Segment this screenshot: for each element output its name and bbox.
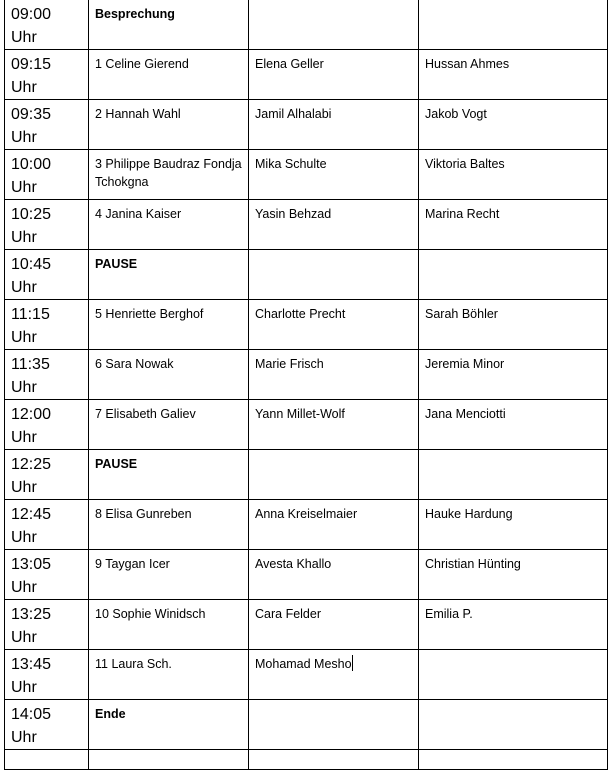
time-label: 11:35 Uhr bbox=[11, 356, 50, 396]
slot-cell-2[interactable] bbox=[249, 200, 419, 250]
name-label: Jeremia Minor bbox=[425, 357, 505, 371]
name-label: Sarah Böhler bbox=[425, 307, 498, 321]
name-label: Hauke Hardung bbox=[425, 507, 513, 521]
time-cell[interactable] bbox=[5, 650, 89, 700]
name-label: Yann Millet-Wolf bbox=[255, 407, 345, 421]
entry-label: Besprechung bbox=[95, 7, 175, 21]
time-label: 10:00 Uhr bbox=[11, 156, 52, 196]
slot-cell-1[interactable] bbox=[89, 400, 249, 450]
time-label: 14:05 Uhr bbox=[11, 706, 52, 746]
time-label: 10:25 Uhr bbox=[11, 206, 52, 246]
slot-cell-1[interactable] bbox=[89, 600, 249, 650]
slot-cell-2[interactable] bbox=[249, 400, 419, 450]
table-row bbox=[5, 600, 608, 650]
slot-cell-2[interactable] bbox=[249, 750, 419, 770]
slot-cell-3[interactable] bbox=[419, 450, 608, 500]
slot-cell-3[interactable] bbox=[419, 100, 608, 150]
slot-cell-3[interactable] bbox=[419, 200, 608, 250]
time-label: 13:45 Uhr bbox=[11, 656, 52, 696]
slot-cell-3[interactable] bbox=[419, 300, 608, 350]
slot-cell-2[interactable] bbox=[249, 350, 419, 400]
text-cursor bbox=[352, 655, 353, 671]
slot-cell-1[interactable] bbox=[89, 50, 249, 100]
name-label: Charlotte Precht bbox=[255, 307, 346, 321]
time-cell[interactable] bbox=[5, 700, 89, 750]
name-label: Jana Menciotti bbox=[425, 407, 506, 421]
time-label: 12:45 Uhr bbox=[11, 506, 52, 546]
slot-cell-1[interactable] bbox=[89, 650, 249, 700]
entry-label: 10 Sophie Winidsch bbox=[95, 607, 206, 621]
slot-cell-3[interactable] bbox=[419, 400, 608, 450]
schedule-table bbox=[4, 0, 608, 770]
slot-cell-2[interactable] bbox=[249, 100, 419, 150]
slot-cell-3[interactable] bbox=[419, 150, 608, 200]
slot-cell-1[interactable] bbox=[89, 200, 249, 250]
time-label: 13:25 Uhr bbox=[11, 606, 52, 646]
slot-cell-3[interactable] bbox=[419, 250, 608, 300]
slot-cell-2[interactable] bbox=[249, 500, 419, 550]
time-cell[interactable] bbox=[5, 250, 89, 300]
entry-label: 9 Taygan Icer bbox=[95, 557, 170, 571]
name-label: Emilia P. bbox=[425, 607, 473, 621]
slot-cell-1[interactable] bbox=[89, 350, 249, 400]
time-cell[interactable] bbox=[5, 600, 89, 650]
time-cell[interactable] bbox=[5, 500, 89, 550]
table-row bbox=[5, 700, 608, 750]
time-cell[interactable] bbox=[5, 300, 89, 350]
table-row bbox=[5, 300, 608, 350]
time-cell[interactable] bbox=[5, 100, 89, 150]
time-label: 10:45 Uhr bbox=[11, 256, 52, 296]
slot-cell-2[interactable] bbox=[249, 250, 419, 300]
entry-label: PAUSE bbox=[95, 257, 138, 271]
slot-cell-2[interactable] bbox=[249, 0, 419, 50]
time-label: 09:00 Uhr bbox=[11, 6, 52, 46]
name-label: Avesta Khallo bbox=[255, 557, 332, 571]
table-row bbox=[5, 100, 608, 150]
entry-label: 11 Laura Sch. bbox=[95, 657, 172, 671]
slot-cell-1[interactable] bbox=[89, 300, 249, 350]
slot-cell-2[interactable] bbox=[249, 50, 419, 100]
entry-label: 1 Celine Gierend bbox=[95, 57, 189, 71]
slot-cell-1[interactable] bbox=[89, 0, 249, 50]
time-label: 11:15 Uhr bbox=[11, 306, 50, 346]
name-label: Anna Kreiselmaier bbox=[255, 507, 358, 521]
name-label: Christian Hünting bbox=[425, 557, 521, 571]
entry-label: 7 Elisabeth Galiev bbox=[95, 407, 196, 421]
name-label: Jamil Alhalabi bbox=[255, 107, 332, 121]
time-label: 09:35 Uhr bbox=[11, 106, 52, 146]
slot-cell-1[interactable] bbox=[89, 150, 249, 200]
table-row bbox=[5, 0, 608, 50]
slot-cell-2[interactable] bbox=[249, 700, 419, 750]
time-label bbox=[5, 750, 55, 753]
table-row bbox=[5, 750, 608, 770]
name-label: Viktoria Baltes bbox=[425, 157, 505, 171]
entry-label: 6 Sara Nowak bbox=[95, 357, 174, 371]
entry-label: 4 Janina Kaiser bbox=[95, 207, 182, 221]
name-label: Marie Frisch bbox=[255, 357, 324, 371]
name-label: Mika Schulte bbox=[255, 157, 327, 171]
slot-cell-3[interactable] bbox=[419, 50, 608, 100]
table-row bbox=[5, 550, 608, 600]
time-label: 12:25 Uhr bbox=[11, 456, 52, 496]
slot-cell-3[interactable] bbox=[419, 350, 608, 400]
time-cell[interactable] bbox=[5, 0, 89, 50]
name-label: Mohamad Mesho bbox=[255, 657, 352, 671]
slot-cell-3[interactable] bbox=[419, 650, 608, 700]
entry-label: 5 Henriette Berghof bbox=[95, 307, 204, 321]
time-label: 12:00 Uhr bbox=[11, 406, 52, 446]
entry-label: 2 Hannah Wahl bbox=[95, 107, 181, 121]
slot-cell-1[interactable] bbox=[89, 100, 249, 150]
entry-label: Ende bbox=[95, 707, 126, 721]
slot-cell-1[interactable] bbox=[89, 750, 249, 770]
slot-cell-2[interactable] bbox=[249, 650, 419, 700]
slot-cell-1[interactable] bbox=[89, 250, 249, 300]
name-label: Hussan Ahmes bbox=[425, 57, 510, 71]
name-label: Elena Geller bbox=[255, 57, 324, 71]
table-row bbox=[5, 250, 608, 300]
schedule-body bbox=[5, 0, 608, 770]
slot-cell-2[interactable] bbox=[249, 150, 419, 200]
slot-cell-3[interactable] bbox=[419, 500, 608, 550]
time-cell[interactable] bbox=[5, 750, 89, 770]
slot-cell-3[interactable] bbox=[419, 0, 608, 50]
slot-cell-1[interactable] bbox=[89, 700, 249, 750]
slot-cell-3[interactable] bbox=[419, 700, 608, 750]
table-row bbox=[5, 200, 608, 250]
slot-cell-1[interactable] bbox=[89, 500, 249, 550]
slot-cell-3[interactable] bbox=[419, 600, 608, 650]
slot-cell-2[interactable] bbox=[249, 450, 419, 500]
table-row bbox=[5, 500, 608, 550]
time-cell[interactable] bbox=[5, 450, 89, 500]
slot-cell-3[interactable] bbox=[419, 550, 608, 600]
name-label: Cara Felder bbox=[255, 607, 321, 621]
name-label: Jakob Vogt bbox=[425, 107, 487, 121]
table-row bbox=[5, 450, 608, 500]
entry-label: 8 Elisa Gunreben bbox=[95, 507, 192, 521]
entry-label: 3 Philippe Baudraz Fondja Tchokgna bbox=[95, 157, 242, 189]
table-row bbox=[5, 350, 608, 400]
table-row bbox=[5, 400, 608, 450]
table-row bbox=[5, 150, 608, 200]
entry-label: PAUSE bbox=[95, 457, 138, 471]
slot-cell-2[interactable] bbox=[249, 600, 419, 650]
name-label: Marina Recht bbox=[425, 207, 500, 221]
table-row bbox=[5, 650, 608, 700]
time-cell[interactable] bbox=[5, 550, 89, 600]
time-cell[interactable] bbox=[5, 350, 89, 400]
slot-cell-2[interactable] bbox=[249, 550, 419, 600]
time-cell[interactable] bbox=[5, 400, 89, 450]
table-row bbox=[5, 50, 608, 100]
slot-cell-1[interactable] bbox=[89, 450, 249, 500]
time-cell[interactable] bbox=[5, 50, 89, 100]
time-cell[interactable] bbox=[5, 150, 89, 200]
time-label: 13:05 Uhr bbox=[11, 556, 52, 596]
slot-cell-2[interactable] bbox=[249, 300, 419, 350]
name-label: Yasin Behzad bbox=[255, 207, 332, 221]
time-cell[interactable] bbox=[5, 200, 89, 250]
slot-cell-3[interactable] bbox=[419, 750, 608, 770]
slot-cell-1[interactable] bbox=[89, 550, 249, 600]
time-label: 09:15 Uhr bbox=[11, 56, 52, 96]
